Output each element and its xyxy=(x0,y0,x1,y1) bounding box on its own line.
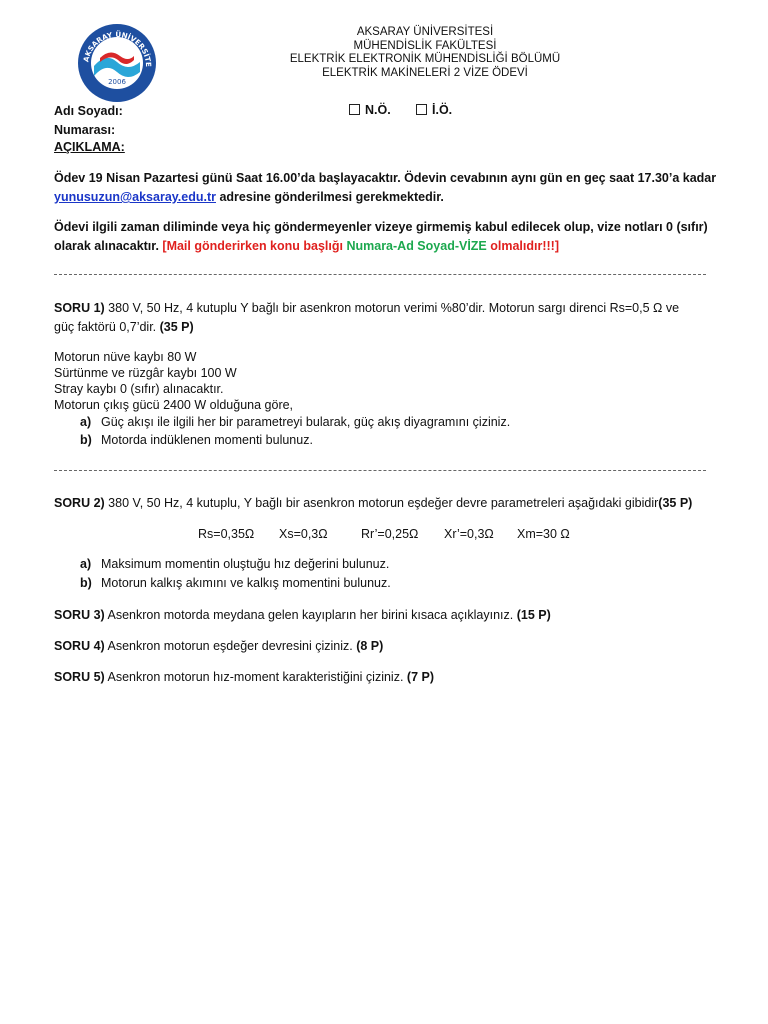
q2-item-a-label: a) xyxy=(80,557,92,571)
question-1-text-cont: güç faktörü 0,7’dir. xyxy=(54,320,160,334)
header-department: ELEKTRİK ELEKTRONİK MÜHENDİSLİĞİ BÖLÜMÜ xyxy=(289,53,561,65)
aciklama-title: AÇIKLAMA: xyxy=(54,140,125,154)
question-5-points: (7 P) xyxy=(406,670,434,684)
document-header xyxy=(250,26,600,80)
instruction-p2-text: olarak alınacaktır. xyxy=(54,239,163,253)
question-2-label: SORU 2) xyxy=(54,496,105,510)
q1-given-output-power: Motorun çıkış gücü 2400 W olduğuna göre, xyxy=(54,398,294,412)
question-1-text: 380 V, 50 Hz, 4 kutuplu Y bağlı bir asenkron motorun verimi %80’dir. Motorun sargı direnci Rs=0,5 Ω ve xyxy=(104,301,680,315)
separator xyxy=(54,274,706,275)
question-3-points: (15 P) xyxy=(516,608,551,622)
number-field-label: Numarası: xyxy=(54,123,116,137)
question-1-points: (35 P) xyxy=(159,320,194,334)
header-faculty: MÜHENDİSLİK FAKÜLTESİ xyxy=(353,39,497,52)
param-rs: Rs=0,35Ω xyxy=(198,527,255,541)
question-2-text: 380 V, 50 Hz, 4 kutuplu, Y bağlı bir asenkron motorun eşdeğer devre parametreleri aşağıdaki gibidir xyxy=(104,496,659,510)
q1-item-a-label: a) xyxy=(80,415,92,429)
logo-year: 2006 xyxy=(108,78,126,86)
name-field-label: Adı Soyadı: xyxy=(54,104,123,118)
param-rr: Rr’=0,25Ω xyxy=(361,527,419,541)
param-xm: Xm=30 Ω xyxy=(517,527,570,541)
question-4-text: Asenkron motorun eşdeğer devresini çiziniz. xyxy=(104,639,357,653)
mail-subject-format: Numara-Ad Soyad-VİZE xyxy=(346,239,487,253)
question-4-label: SORU 4) xyxy=(54,639,105,653)
q1-given-core-loss: Motorun nüve kaybı 80 W xyxy=(54,350,197,364)
question-4-points: (8 P) xyxy=(356,639,384,653)
email-link[interactable]: yunusuzun@aksaray.edu.tr xyxy=(54,190,216,204)
option-io-label: İ.Ö. xyxy=(432,103,453,117)
university-logo xyxy=(76,22,158,104)
question-1-label: SORU 1) xyxy=(54,301,105,315)
mail-subject-note: [Mail gönderirken konu başlığı xyxy=(162,239,347,253)
q1-item-b-label: b) xyxy=(80,433,92,447)
header-assignment-title: ELEKTRİK MAKİNELERİ 2 VİZE ÖDEVİ xyxy=(322,66,528,79)
logo-ring-text: AKSARAY ÜNİVERSİTE xyxy=(81,29,154,68)
q2-item-b: Motorun kalkış akımını ve kalkış momentini bulunuz. xyxy=(101,576,391,590)
q1-given-stray-loss: Stray kaybı 0 (sıfır) alınacaktır. xyxy=(54,382,224,396)
option-io[interactable] xyxy=(416,103,452,117)
mail-subject-note-end: olmalıdır!!!] xyxy=(486,239,559,253)
q2-item-a: Maksimum momentin oluştuğu hız değerini bulunuz. xyxy=(101,557,390,571)
question-3-label: SORU 3) xyxy=(54,608,105,622)
question-5-label: SORU 5) xyxy=(54,670,105,684)
checkbox-icon[interactable] xyxy=(349,104,360,115)
instruction-p1-tail: adresine gönderilmesi gerekmektedir. xyxy=(216,190,444,204)
separator xyxy=(54,470,706,471)
option-no[interactable] xyxy=(349,103,391,117)
question-2-points: (35 P) xyxy=(658,496,693,510)
question-1-line2 xyxy=(54,319,708,335)
param-xs: Xs=0,3Ω xyxy=(279,527,328,541)
question-5 xyxy=(54,669,708,685)
header-university: AKSARAY ÜNİVERSİTESİ xyxy=(356,26,494,38)
q1-item-b: Motorda indüklenen momenti bulunuz. xyxy=(101,433,313,447)
instruction-p2-line1: Ödevi ilgili zaman diliminde veya hiç göndermeyenler vizeye girmemiş kabul edilecek olup, vize notları 0 (sıfır) xyxy=(54,220,708,234)
instruction-p2-line2 xyxy=(54,238,708,254)
question-4 xyxy=(54,638,708,654)
question-3-text: Asenkron motorda meydana gelen kayıpların her birini kısaca açıklayınız. xyxy=(104,608,517,622)
instruction-p1-line2 xyxy=(54,189,708,205)
instruction-p1-line1: Ödev 19 Nisan Pazartesi günü Saat 16.00’da başlayacaktır. Ödevin cevabının aynı gün en geç saat 17.30’a kadar xyxy=(54,171,717,185)
question-3 xyxy=(54,607,708,623)
q1-item-a: Güç akışı ile ilgili her bir parametreyi bularak, güç akış diyagramını çiziniz. xyxy=(101,415,511,429)
option-no-label: N.Ö. xyxy=(365,103,391,117)
param-xr: Xr’=0,3Ω xyxy=(444,527,494,541)
checkbox-icon[interactable] xyxy=(416,104,427,115)
q1-given-friction-loss: Sürtünme ve rüzgâr kaybı 100 W xyxy=(54,366,237,380)
question-1-line1 xyxy=(54,300,708,316)
q2-item-b-label: b) xyxy=(80,576,92,590)
question-5-text: Asenkron motorun hız-moment karakteristiğini çiziniz. xyxy=(104,670,407,684)
question-2-line1 xyxy=(54,495,708,511)
